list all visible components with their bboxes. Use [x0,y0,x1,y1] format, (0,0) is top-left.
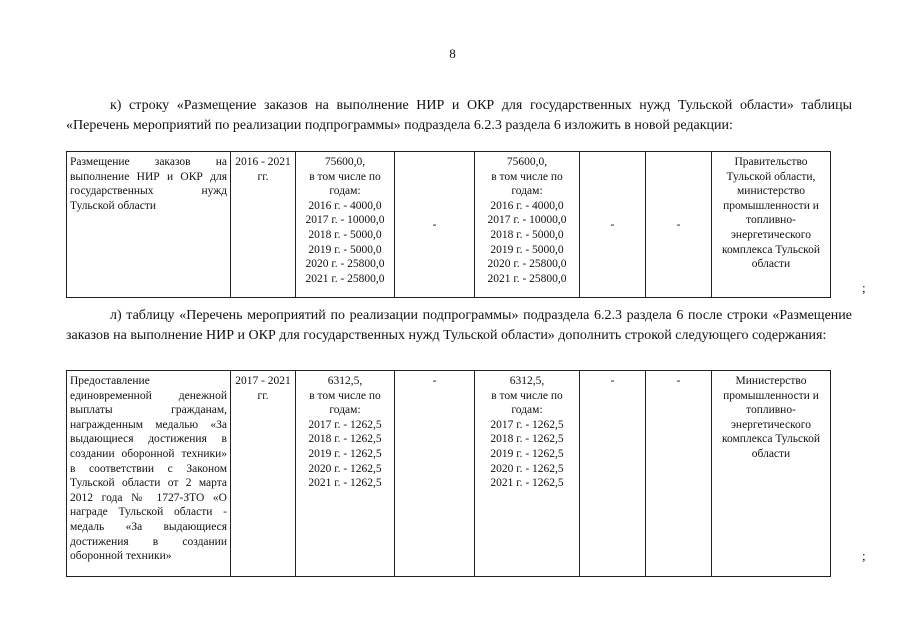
year-line: 2018 г. - 5000,0 [308,228,382,241]
year-line: 2016 г. - 4000,0 [490,199,564,212]
table-l [66,370,831,577]
total-label: в том числе по годам: [309,389,381,417]
cell-activity-name: Предоставление единовременной денежной выплаты гражданам, награжденным медалью «За выдающиеся достижения в создании оборонной техники» в соответствии с Законом Тульской области от 2 марта 2012 года № 1727-ЗТО «О награде Тульской области - медаль «За выдающиеся достижения в создании оборонной техники» [67,371,231,577]
paragraph-l [66,306,852,346]
year-line: 2017 г. - 1262,5 [308,418,382,431]
cell-federal: - [395,152,475,298]
page-number: 8 [449,46,456,61]
table-row [67,371,831,577]
year-line: 2018 г. - 1262,5 [490,433,564,446]
cell-total-funding [296,371,395,577]
cell-executor: Правительство Тульской области, министерство промышленности и топливно-энергетического комплекса Тульской области [712,152,831,298]
cell-regional-funding [475,152,580,298]
total-label: в том числе по годам: [309,170,381,198]
year-line: 2018 г. - 1262,5 [308,433,382,446]
table-k [66,151,831,298]
total-amount: 75600,0, [324,156,366,168]
cell-extra-budget: - [646,152,712,298]
year-line: 2019 г. - 5000,0 [308,243,382,256]
year-line: 2017 г. - 10000,0 [487,214,567,227]
cell-period: 2017 - 2021 гг. [231,371,296,577]
year-line: 2019 г. - 5000,0 [490,243,564,256]
cell-local: - [580,371,646,577]
table-row [67,152,831,298]
total-amount: 6312,5, [327,375,363,387]
cell-total-funding [296,152,395,298]
year-line: 2017 г. - 1262,5 [490,418,564,431]
year-line: 2021 г. - 1262,5 [308,477,382,490]
year-line: 2021 г. - 1262,5 [490,477,564,490]
year-line: 2020 г. - 1262,5 [308,462,382,475]
year-line: 2018 г. - 5000,0 [490,228,564,241]
year-line: 2021 г. - 25800,0 [305,272,385,285]
regional-amount: 6312,5, [509,375,545,387]
regional-label: в том числе по годам: [491,389,563,417]
paragraph-k [66,96,852,136]
year-line: 2021 г. - 25800,0 [487,272,567,285]
cell-executor: Министерство промышленности и топливно-энергетического комплекса Тульской области [712,371,831,577]
cell-federal: - [395,371,475,577]
cell-local: - [580,152,646,298]
cell-regional-funding [475,371,580,577]
end-mark-l: ; [862,548,866,563]
year-line: 2019 г. - 1262,5 [490,447,564,460]
cell-period: 2016 - 2021 гг. [231,152,296,298]
regional-label: в том числе по годам: [491,170,563,198]
cell-extra-budget: - [646,371,712,577]
year-line: 2016 г. - 4000,0 [308,199,382,212]
year-line: 2019 г. - 1262,5 [308,447,382,460]
regional-amount: 75600,0, [506,156,548,168]
paragraph-k-text: к) строку «Размещение заказов на выполнение НИР и ОКР для государственных нужд Тульской области» таблицы «Перечень мероприятий по реализации подпрограммы» подраздела 6.2.3 раздела 6 изложить в новой редакции: [66,98,852,133]
year-line: 2020 г. - 25800,0 [305,258,385,271]
year-line: 2017 г. - 10000,0 [305,214,385,227]
cell-activity-name: Размещение заказов на выполнение НИР и ОКР для государственных нужд Тульской области [67,152,231,298]
year-line: 2020 г. - 25800,0 [487,258,567,271]
year-line: 2020 г. - 1262,5 [490,462,564,475]
end-mark-k: ; [862,280,866,295]
paragraph-l-text: л) таблицу «Перечень мероприятий по реализации подпрограммы» подраздела 6.2.3 раздела 6 после строки «Размещение заказов на выполнение НИР и ОКР для государственных нужд Тульской области» дополнить строкой следующего содержания: [66,308,852,343]
